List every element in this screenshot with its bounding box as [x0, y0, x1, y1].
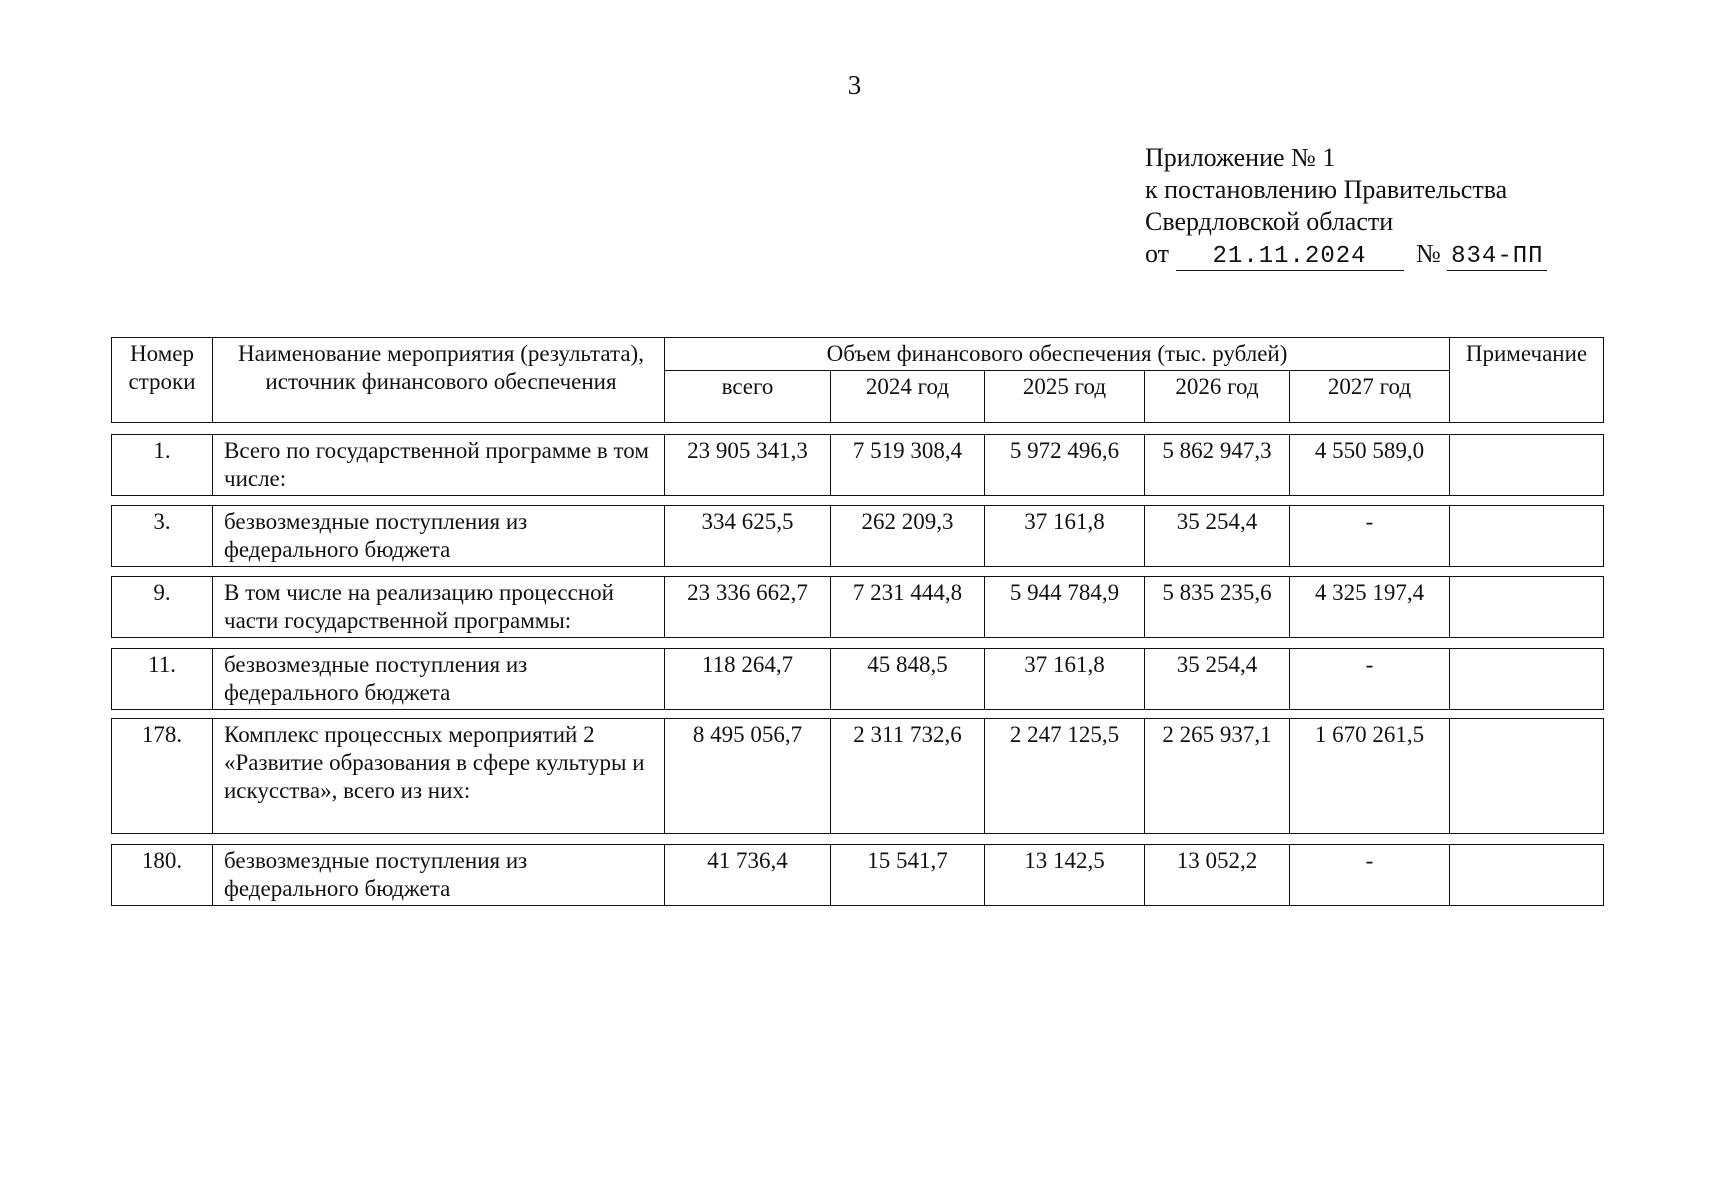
row-name: безвозмездные поступления из федерального бюджета [213, 649, 665, 710]
row-2024: 45 848,5 [831, 649, 985, 710]
header-note: Примечание [1450, 338, 1604, 423]
row-2026: 2 265 937,1 [1145, 719, 1290, 834]
row-2024: 7 519 308,4 [831, 435, 985, 496]
appendix-date-line [1145, 238, 1547, 271]
row-2025: 13 142,5 [985, 845, 1145, 906]
header-2027: 2027 год [1290, 371, 1450, 423]
row-2025: 37 161,8 [985, 649, 1145, 710]
page-number: 3 [847, 70, 862, 100]
row-total: 23 336 662,7 [665, 577, 831, 638]
row-2025: 2 247 125,5 [985, 719, 1145, 834]
row-2026: 35 254,4 [1145, 506, 1290, 567]
header-2026: 2026 год [1145, 371, 1290, 423]
row-2025: 37 161,8 [985, 506, 1145, 567]
row-number: 178. [112, 719, 213, 834]
row-number: 180. [112, 845, 213, 906]
row-total: 41 736,4 [665, 845, 831, 906]
row-number: 1. [112, 435, 213, 496]
from-label: от [1145, 239, 1170, 268]
row-2026: 35 254,4 [1145, 649, 1290, 710]
number-label: № [1416, 239, 1441, 268]
row-2026: 13 052,2 [1145, 845, 1290, 906]
row-2027: 1 670 261,5 [1290, 719, 1450, 834]
row-2025: 5 972 496,6 [985, 435, 1145, 496]
row-2025: 5 944 784,9 [985, 577, 1145, 638]
row-name: Комплекс процессных мероприятий 2 «Развитие образования в сфере культуры и искусства», всего из них: [213, 719, 665, 834]
row-2026: 5 835 235,6 [1145, 577, 1290, 638]
row-2024: 15 541,7 [831, 845, 985, 906]
appendix-block [1145, 142, 1547, 271]
header-name: Наименование мероприятия (результата), источник финансового обеспечения [213, 338, 665, 423]
row-total: 8 495 056,7 [665, 719, 831, 834]
row-note [1450, 845, 1604, 906]
table-row [111, 576, 1604, 638]
table-row [111, 718, 1604, 834]
row-note [1450, 719, 1604, 834]
table-row [111, 648, 1604, 710]
header-total: всего [665, 371, 831, 423]
row-name: безвозмездные поступления из федерального бюджета [213, 506, 665, 567]
row-2024: 7 231 444,8 [831, 577, 985, 638]
row-note [1450, 506, 1604, 567]
row-2024: 262 209,3 [831, 506, 985, 567]
row-note [1450, 649, 1604, 710]
row-2027: 4 550 589,0 [1290, 435, 1450, 496]
resolution-number: 834-ПП [1447, 244, 1547, 271]
row-2027: 4 325 197,4 [1290, 577, 1450, 638]
table-row [111, 434, 1604, 496]
row-2027: - [1290, 506, 1450, 567]
appendix-line-2: к постановлению Правительства [1145, 175, 1508, 204]
table-row [111, 505, 1604, 567]
row-2024: 2 311 732,6 [831, 719, 985, 834]
row-2026: 5 862 947,3 [1145, 435, 1290, 496]
row-name: безвозмездные поступления из федерального бюджета [213, 845, 665, 906]
resolution-date: 21.11.2024 [1176, 244, 1404, 271]
table-header [111, 337, 1604, 423]
header-volume: Объем финансового обеспечения (тыс. рублей) [665, 338, 1450, 371]
row-name: Всего по государственной программе в том числе: [213, 435, 665, 496]
header-2025: 2025 год [985, 371, 1145, 423]
row-total: 23 905 341,3 [665, 435, 831, 496]
row-name: В том числе на реализацию процессной части государственной программы: [213, 577, 665, 638]
row-2027: - [1290, 649, 1450, 710]
row-note [1450, 435, 1604, 496]
row-total: 334 625,5 [665, 506, 831, 567]
header-2024: 2024 год [831, 371, 985, 423]
row-number: 9. [112, 577, 213, 638]
row-number: 11. [112, 649, 213, 710]
appendix-title: Приложение № 1 [1145, 143, 1336, 172]
row-note [1450, 577, 1604, 638]
row-total: 118 264,7 [665, 649, 831, 710]
row-2027: - [1290, 845, 1450, 906]
row-number: 3. [112, 506, 213, 567]
header-row-number: Номер строки [112, 338, 213, 423]
appendix-line-3: Свердловской области [1145, 207, 1394, 236]
table-row [111, 844, 1604, 906]
